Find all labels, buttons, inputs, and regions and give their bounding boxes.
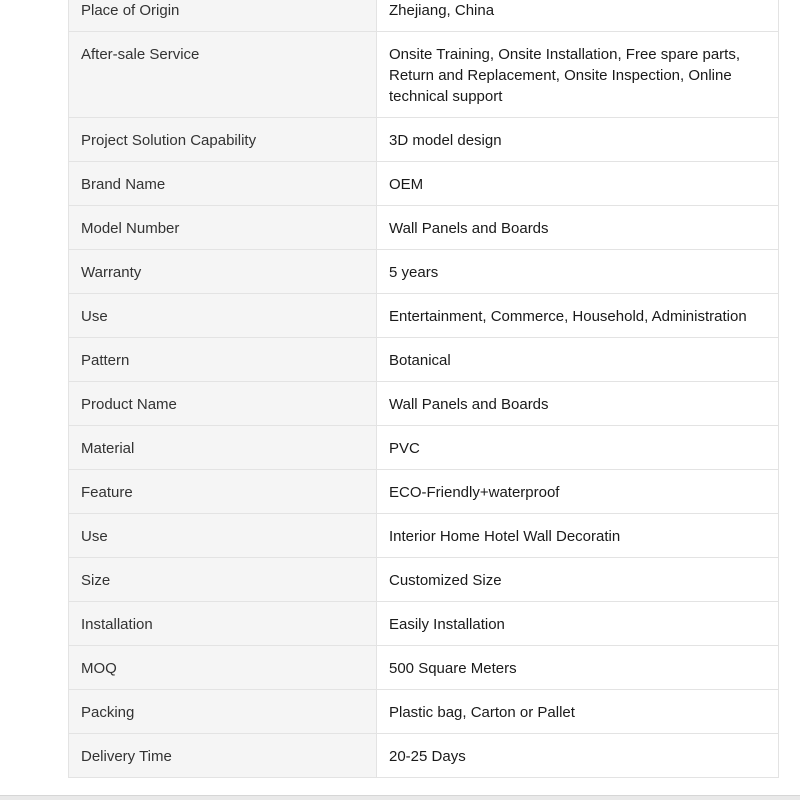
attribute-value: Botanical bbox=[377, 338, 779, 382]
attribute-value: Onsite Training, Onsite Installation, Free spare parts, Return and Replacement, Onsite Inspection, Online technical support bbox=[377, 32, 779, 118]
table-row bbox=[69, 426, 779, 470]
attribute-name: Use bbox=[69, 294, 377, 338]
attribute-name: Packing bbox=[69, 690, 377, 734]
table-row bbox=[69, 734, 779, 778]
attribute-name: Project Solution Capability bbox=[69, 118, 377, 162]
table-row bbox=[69, 646, 779, 690]
attribute-value: Customized Size bbox=[377, 558, 779, 602]
table-row bbox=[69, 690, 779, 734]
attribute-name: MOQ bbox=[69, 646, 377, 690]
attribute-value: Easily Installation bbox=[377, 602, 779, 646]
attributes-table-body bbox=[69, 0, 779, 778]
table-row bbox=[69, 514, 779, 558]
attribute-name: Pattern bbox=[69, 338, 377, 382]
attribute-name: Use bbox=[69, 514, 377, 558]
table-row bbox=[69, 602, 779, 646]
attribute-value: PVC bbox=[377, 426, 779, 470]
attribute-value: Wall Panels and Boards bbox=[377, 382, 779, 426]
table-row bbox=[69, 0, 779, 32]
attribute-name: Installation bbox=[69, 602, 377, 646]
attribute-name: Product Name bbox=[69, 382, 377, 426]
attribute-name: Warranty bbox=[69, 250, 377, 294]
attribute-value: 20-25 Days bbox=[377, 734, 779, 778]
attribute-value: Wall Panels and Boards bbox=[377, 206, 779, 250]
table-row bbox=[69, 250, 779, 294]
attribute-value: 500 Square Meters bbox=[377, 646, 779, 690]
attribute-value: OEM bbox=[377, 162, 779, 206]
table-row bbox=[69, 32, 779, 118]
attribute-name: Feature bbox=[69, 470, 377, 514]
product-attributes-table bbox=[68, 0, 779, 778]
attribute-value: 3D model design bbox=[377, 118, 779, 162]
table-row bbox=[69, 558, 779, 602]
attribute-value: Interior Home Hotel Wall Decoratin bbox=[377, 514, 779, 558]
table-row bbox=[69, 470, 779, 514]
attribute-name: After-sale Service bbox=[69, 32, 377, 118]
attribute-value: ECO-Friendly+waterproof bbox=[377, 470, 779, 514]
attribute-name: Material bbox=[69, 426, 377, 470]
attribute-name: Brand Name bbox=[69, 162, 377, 206]
horizontal-scrollbar[interactable] bbox=[0, 795, 800, 800]
table-row bbox=[69, 338, 779, 382]
attribute-name: Model Number bbox=[69, 206, 377, 250]
attribute-value: Plastic bag, Carton or Pallet bbox=[377, 690, 779, 734]
table-row bbox=[69, 382, 779, 426]
table-row bbox=[69, 118, 779, 162]
attribute-name: Place of Origin bbox=[69, 0, 377, 32]
table-row bbox=[69, 162, 779, 206]
attribute-value: Entertainment, Commerce, Household, Administration bbox=[377, 294, 779, 338]
attribute-name: Size bbox=[69, 558, 377, 602]
table-row bbox=[69, 294, 779, 338]
attribute-value: Zhejiang, China bbox=[377, 0, 779, 32]
attribute-value: 5 years bbox=[377, 250, 779, 294]
table-row bbox=[69, 206, 779, 250]
attribute-name: Delivery Time bbox=[69, 734, 377, 778]
